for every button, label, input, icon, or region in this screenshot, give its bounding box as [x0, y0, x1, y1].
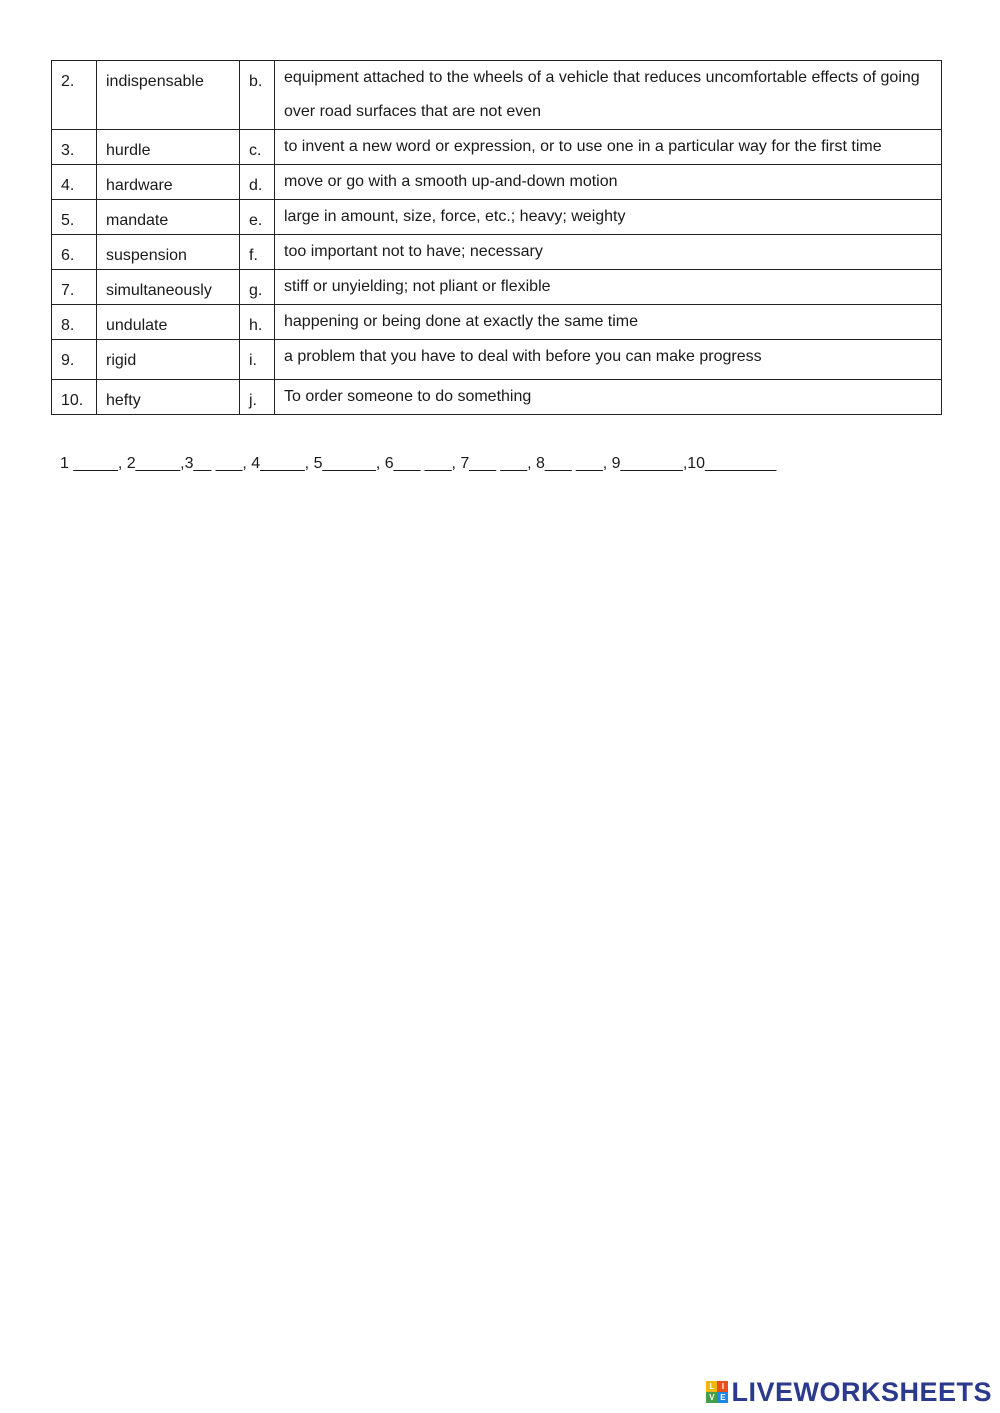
table-row — [52, 380, 942, 415]
row-letter: f. — [240, 235, 275, 270]
row-number: 3. — [52, 130, 97, 165]
row-number: 4. — [52, 165, 97, 200]
logo-badge-letter: E — [717, 1392, 728, 1403]
row-number: 6. — [52, 235, 97, 270]
logo-badge-letter: I — [717, 1381, 728, 1392]
vocabulary-matching-table — [51, 60, 942, 415]
row-number: 7. — [52, 270, 97, 305]
row-number: 9. — [52, 340, 97, 380]
table-row — [52, 165, 942, 200]
row-letter: e. — [240, 200, 275, 235]
row-number: 2. — [52, 61, 97, 130]
row-number: 8. — [52, 305, 97, 340]
row-word: simultaneously — [97, 270, 240, 305]
row-word: hurdle — [97, 130, 240, 165]
row-definition: too important not to have; necessary — [275, 235, 942, 270]
row-letter: b. — [240, 61, 275, 130]
row-definition: large in amount, size, force, etc.; heavy; weighty — [275, 200, 942, 235]
row-letter: c. — [240, 130, 275, 165]
table-row — [52, 130, 942, 165]
row-definition: move or go with a smooth up-and-down motion — [275, 165, 942, 200]
row-letter: g. — [240, 270, 275, 305]
row-definition: To order someone to do something — [275, 380, 942, 415]
row-word: hefty — [97, 380, 240, 415]
logo-badge-letter: L — [706, 1381, 717, 1392]
row-definition: stiff or unyielding; not pliant or flexible — [275, 270, 942, 305]
row-number: 5. — [52, 200, 97, 235]
table-row — [52, 270, 942, 305]
row-word: hardware — [97, 165, 240, 200]
row-number: 10. — [52, 380, 97, 415]
table-row — [52, 340, 942, 380]
row-word: undulate — [97, 305, 240, 340]
row-word: rigid — [97, 340, 240, 380]
answer-blanks-line[interactable]: 1 _____, 2_____,3__ ___, 4_____, 5______, 6___ ___, 7___ ___, 8___ ___, 9_______,10________ — [60, 455, 777, 472]
table-row — [52, 61, 942, 130]
row-letter: d. — [240, 165, 275, 200]
row-letter: i. — [240, 340, 275, 380]
logo-text: LIVEWORKSHEETS — [731, 1376, 992, 1407]
liveworksheets-logo — [706, 1377, 992, 1407]
row-word: suspension — [97, 235, 240, 270]
logo-badge-letter: V — [706, 1392, 717, 1403]
row-letter: j. — [240, 380, 275, 415]
table-row — [52, 235, 942, 270]
row-word: mandate — [97, 200, 240, 235]
row-word: indispensable — [97, 61, 240, 130]
row-definition: happening or being done at exactly the same time — [275, 305, 942, 340]
row-definition: to invent a new word or expression, or to use one in a particular way for the first time — [275, 130, 942, 165]
row-definition: a problem that you have to deal with before you can make progress — [275, 340, 942, 380]
table-row — [52, 200, 942, 235]
logo-badge-icon — [706, 1381, 728, 1403]
row-definition: equipment attached to the wheels of a vehicle that reduces uncomfortable effects of going over road surfaces that are not even — [275, 61, 942, 130]
table-row — [52, 305, 942, 340]
row-letter: h. — [240, 305, 275, 340]
